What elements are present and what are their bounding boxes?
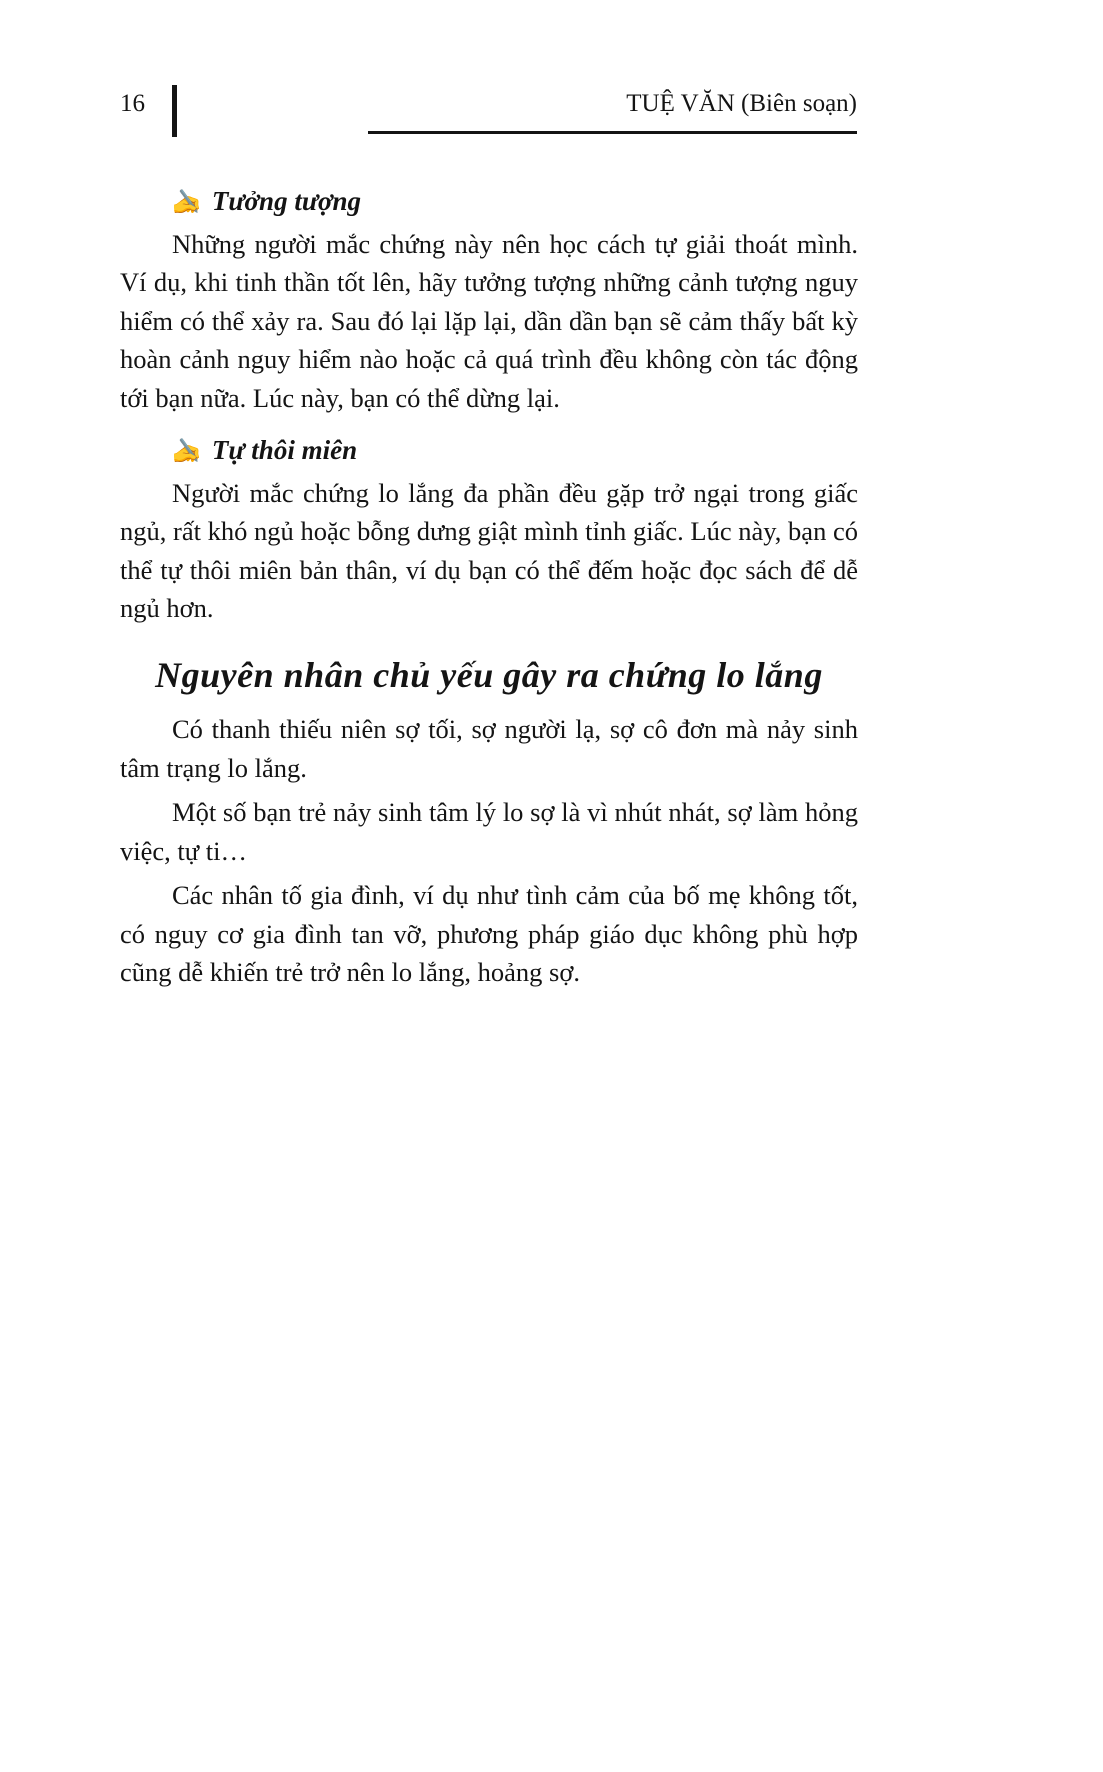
header-divider-bar [172, 85, 177, 137]
paragraph: Người mắc chứng lo lắng đa phần đều gặp trở ngại trong giấc ngủ, rất khó ngủ hoặc bỗng dưng giật mình tỉnh giấc. Lúc này, bạn có thể tự thôi miên bản thân, ví dụ bạn có thể đếm hoặc đọc sách để dễ ngủ hơn. [120, 477, 858, 623]
paragraph: Các nhân tố gia đình, ví dụ như tình cảm của bố mẹ không tốt, có nguy cơ gia đình tan vỡ, phương pháp giáo dục không phù hợp cũng dễ khiến trẻ trở nên lo lắng, hoảng sợ. [120, 880, 858, 987]
subheading-tu-thoi-mien [120, 431, 858, 472]
page-content [120, 168, 858, 998]
section-title: Nguyên nhân chủ yếu gây ra chứng lo lắng [155, 654, 823, 695]
running-head: TUỆ VĂN (Biên soạn) [626, 90, 857, 117]
subheading-tuong-tuong [120, 182, 858, 223]
header-rule [368, 131, 857, 134]
paragraph: Có thanh thiếu niên sợ tối, sợ người lạ, sợ cô đơn mà nảy sinh tâm trạng lo lắng. [120, 714, 858, 783]
subheading-label: Tự thôi miên [211, 435, 358, 465]
paragraph: Những người mắc chứng này nên học cách tự giải thoát mình. Ví dụ, khi tinh thần tốt lên, hãy tưởng tượng những cảnh tượng nguy hiểm có thể xảy ra. Sau đó lại lặp lại, dần dần bạn sẽ cảm thấy bất kỳ hoàn cảnh nguy hiểm nào hoặc cả quá trình đều không còn tác động tới bạn nữa. Lúc này, bạn có thể dừng lại. [120, 228, 858, 413]
page-number: 16 [120, 90, 145, 117]
writing-hand-icon: ✍ [172, 190, 202, 216]
paragraph: Một số bạn trẻ nảy sinh tâm lý lo sợ là vì nhút nhát, sợ làm hỏng việc, tự ti… [120, 797, 858, 866]
subheading-label: Tưởng tượng [211, 186, 361, 216]
writing-hand-icon: ✍ [172, 439, 202, 465]
